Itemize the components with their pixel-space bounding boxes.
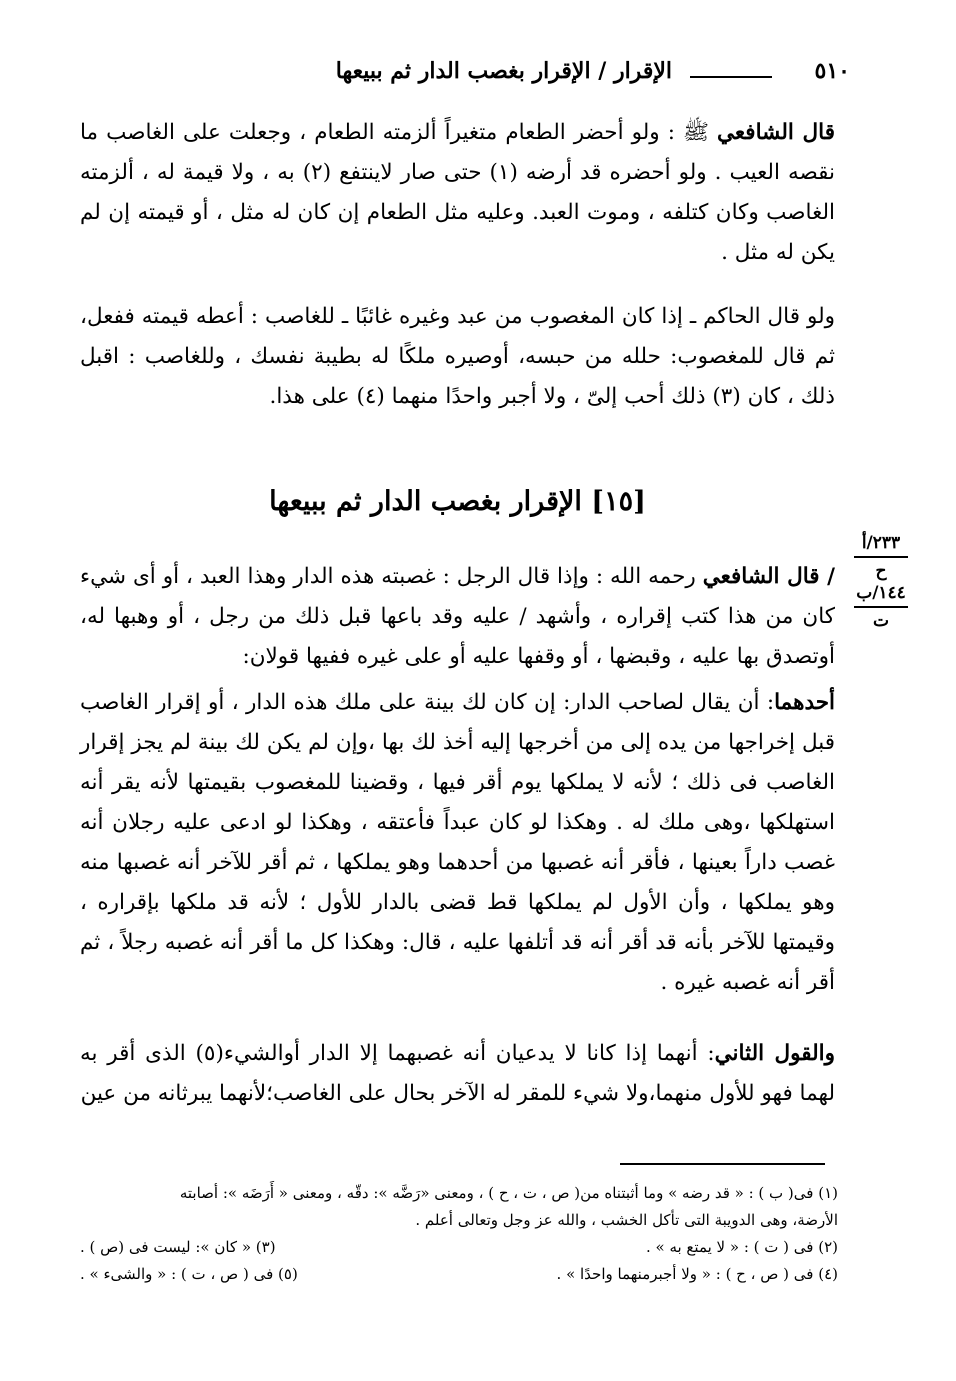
footnote-4: (٤) فى ( ص ، ح ) : « ولا أجبرمنهما واحدًا » .	[556, 1265, 838, 1283]
margin-note	[848, 532, 914, 632]
margin-note-line-1: ٢٣٣/أ	[861, 533, 901, 553]
section-heading: [١٥] الإقرار بغصب الدار ثم ببيعها	[269, 486, 646, 517]
paragraph-4-text: : أن يقال لصاحب الدار: إن كان لك بينة على ملك هذه الدار ، أو إقرار الغاصب قبل إخراجها من يده إلى من أخرجها إليه أخذ لك بها ،وإن لم يكن لك بينة لم يجز إقرار الغاصب فى ذلك ؛ لأنه لا يملكها يوم أقر فيها ، وقضينا للمغصوب بقيمتها لأنه يقر أنه استهلكها ،وهى ملك له . وهكذا لو كان عبداً فأعتقه ، وهكذا لو ادعى عليه رجلان أنه غصب داراً بعينها ، فأقر أنه غصبها من أحدهما وهو يملكها ، ثم أقر للآخر أنه غصبها منه وهو يملكها ، وأن الأول لم يملكها قط قضى بالدار للأول ؛ لأنه قد ملكها بإقراره ، وقيمتها للآخر بأنه قد أقر أنه قد أتلفها عليه ، قال: وهكذا كل ما أقر أنه غصبه رجلاً ، ثم أقر أنه غصبه غيره .	[80, 690, 835, 995]
running-title: الإقرار / الإقرار بغصب الدار ثم ببيعها	[335, 58, 672, 84]
page-number: ٥١٠	[814, 58, 850, 84]
margin-note-rule-2	[854, 606, 908, 608]
margin-note-line-3: ١٤٤/ب	[856, 583, 906, 603]
paragraph-5	[80, 1034, 835, 1114]
page-header	[80, 58, 850, 98]
paragraph-2	[80, 297, 835, 417]
paragraph-3-lead: / قال الشافعي	[702, 564, 835, 589]
paragraph-1-lead: قال الشافعي	[717, 120, 835, 145]
paragraph-5-lead: والقول الثاني	[714, 1041, 836, 1066]
paragraph-5-text: : أنهما إذا كانا لا يدعيان أنه غصبهما إلا الدار أوالشيء(٥) الذى أقر به لهما فهو للأول منهما،ولا شيء للمقر له الآخر بحال على الغاصب؛لأنهما يبرثانه من عين	[80, 1041, 835, 1106]
margin-note-line-2: ح	[875, 561, 887, 581]
paragraph-2-text: ولو قال الحاكم ـ إذا كان المغصوب من عبد وغيره غائبًا ـ للغاصب : أعطه قيمته ففعل، ثم قال للمغصوب: حلله من حبسه، أوصيره ملكًا له بطيبة نفسك ، وللغاصب : اقبل ذلك ، كان (٣) ذلك أحب إلىّ ، ولا أجبر واحدًا منهما (٤) على هذا.	[80, 304, 835, 409]
footnote-1-line-2: الأرضة، وهى الدويبة التى تأكل الخشب ، والله عز وجل وتعالى أعلم .	[415, 1211, 838, 1229]
paragraph-1-text: ﷺ : ولو أحضر الطعام متغيراً ألزمته الطعام ، وجعلت على الغاصب ما نقصه العيب . ولو أحضره قد أرضه (١) حتى صار لاينتفع (٢) به ، ولا قيمة له ، ألزمته الغاصب وكان كتلفه ، وموت العبد. وعليه مثل الطعام إن كان له مثل ، أو قيمته إن لم يكن له مثل .	[80, 120, 835, 265]
paragraph-1	[80, 113, 835, 273]
footnote-2: (٢) فى ( ت ) : « لا يمتع به » .	[645, 1238, 838, 1256]
header-rule	[690, 76, 772, 78]
footnote-5: (٥) فى ( ص ، ت ) : « والشىء » .	[80, 1265, 298, 1283]
footnote-row-b	[80, 1261, 838, 1288]
footnote-rule	[620, 1163, 825, 1165]
paragraph-3-text: رحمه الله : وإذا قال الرجل : غصبته هذه الدار وهذا العبد ، أو أى شيء كان من هذا كتب إقراره ، وأشهد / عليه وقد باعها قبل ذلك من رجل ، أو وهبها له، أوتصدق بها عليه ، وقبضها ، أو وقفها عليه أو على غيره ففيها قولان:	[80, 564, 835, 669]
paragraph-4-lead: أحدهما	[774, 690, 835, 715]
margin-note-rule	[854, 556, 908, 558]
footnotes	[80, 1180, 838, 1288]
paragraph-4	[80, 683, 835, 1003]
footnote-row-a	[80, 1234, 838, 1261]
margin-note-line-4: ت	[872, 611, 889, 631]
paragraph-3	[80, 557, 835, 677]
footnote-1-line-1: (١) فى( ب ) : « قد رضه » وما أثبتناه من( ص ، ت ، ح ) ، ومعنى «رَضَّه »: دقّه ، ومعنى « أَرَضَه »: أصابته	[179, 1184, 838, 1202]
footnote-3: (٣) « كان »: ليست فى (ص ) .	[80, 1238, 276, 1256]
